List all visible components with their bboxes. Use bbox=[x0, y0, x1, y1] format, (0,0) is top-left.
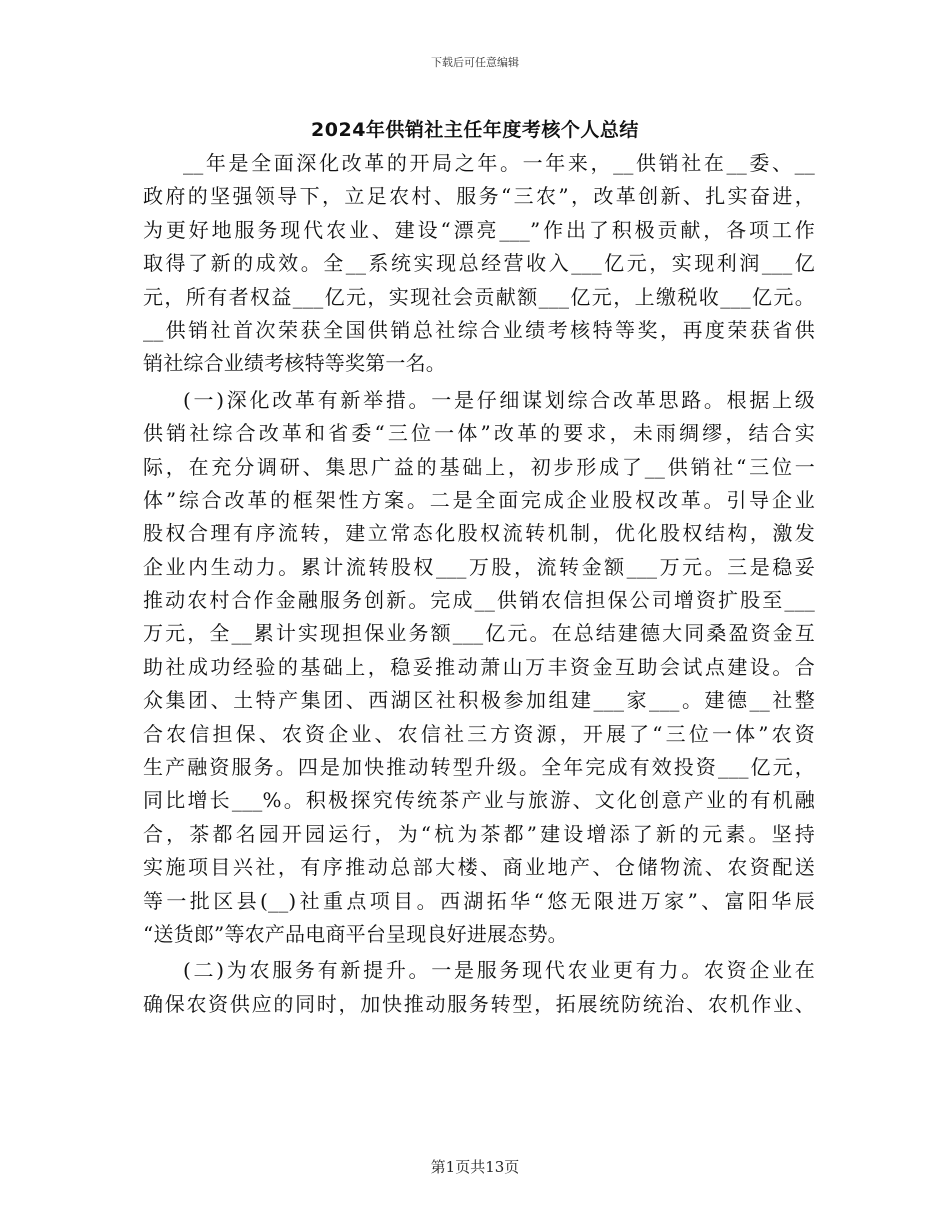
text-line: 体”综合改革的框架性方案。二是全面完成企业股权改革。引导企业 bbox=[143, 487, 815, 512]
text-line: (一)深化改革有新举措。一是仔细谋划综合改革思路。根据上级 bbox=[183, 387, 815, 412]
text-line: __年是全面深化改革的开局之年。一年来，__供销社在__委、__ bbox=[183, 151, 815, 175]
text-line: 元，所有者权益___亿元，实现社会贡献额___亿元，上缴税收___亿元。 bbox=[143, 284, 815, 309]
document-title: 2024年供销社主任年度考核个人总结 bbox=[311, 119, 639, 141]
text-line: (二)为农服务有新提升。一是服务现代农业更有力。农资企业在 bbox=[183, 958, 815, 983]
text-line: 实施项目兴社，有序推动总部大楼、商业地产、仓储物流、农资配送 bbox=[143, 855, 815, 880]
text-line: 政府的坚强领导下，立足农村、服务“三农”，改革创新、扎实奋进， bbox=[143, 184, 815, 209]
text-line: 推动农村合作金融服务创新。完成__供销农信担保公司增资扩股至___ bbox=[143, 588, 815, 613]
text-line: 际，在充分调研、集思广益的基础上，初步形成了__供销社“三位一 bbox=[143, 454, 815, 479]
page-number: 第1页共13页 bbox=[430, 1158, 520, 1176]
paragraph bbox=[143, 147, 815, 381]
text-line: 助社成功经验的基础上，稳妥推动萧山万丰资金互助会试点建设。合 bbox=[143, 654, 815, 679]
text-line: 生产融资服务。四是加快推动转型升级。全年完成有效投资___亿元， bbox=[143, 755, 815, 780]
text-line: 取得了新的成效。全__系统实现总经营收入___亿元，实现利润___亿 bbox=[143, 251, 815, 276]
page-header-note: 下载后可任意编辑 bbox=[431, 56, 519, 69]
text-line: 供销社综合改革和省委“三位一体”改革的要求，未雨绸缪，结合实 bbox=[143, 421, 815, 446]
text-line: 等一批区县(__)社重点项目。西湖拓华“悠无限进万家”、富阳华辰 bbox=[143, 888, 815, 913]
text-line: 万元，全__累计实现担保业务额___亿元。在总结建德大同桑盈资金互 bbox=[143, 621, 815, 646]
paragraph bbox=[143, 384, 815, 952]
text-line: __供销社首次荣获全国供销总社综合业绩考核特等奖，再度荣获省供 bbox=[143, 317, 815, 342]
text-line: 股权合理有序流转，建立常态化股权流转机制，优化股权结构，激发 bbox=[143, 521, 815, 546]
text-line: 确保农资供应的同时，加快推动服务转型，拓展统防统治、农机作业、 bbox=[143, 991, 815, 1016]
text-line: 为更好地服务现代农业、建设“漂亮___”作出了积极贡献，各项工作 bbox=[143, 217, 815, 242]
text-line: “送货郎”等农产品电商平台呈现良好进展态势。 bbox=[143, 921, 568, 946]
text-line: 销社综合业绩考核特等奖第一名。 bbox=[143, 351, 446, 376]
paragraph bbox=[143, 954, 815, 1021]
text-line: 合农信担保、农资企业、农信社三方资源，开展了“三位一体”农资 bbox=[143, 721, 815, 746]
text-line: 合，茶都名园开园运行，为“杭为茶都”建设增添了新的元素。坚持 bbox=[143, 821, 815, 846]
text-line: 同比增长___%。积极探究传统茶产业与旅游、文化创意产业的有机融 bbox=[143, 788, 815, 813]
text-line: 众集团、土特产集团、西湖区社积极参加组建___家___。建德__社整 bbox=[143, 688, 815, 713]
document-body bbox=[143, 147, 815, 1024]
text-line: 企业内生动力。累计流转股权___万股，流转金额___万元。三是稳妥 bbox=[143, 554, 815, 579]
